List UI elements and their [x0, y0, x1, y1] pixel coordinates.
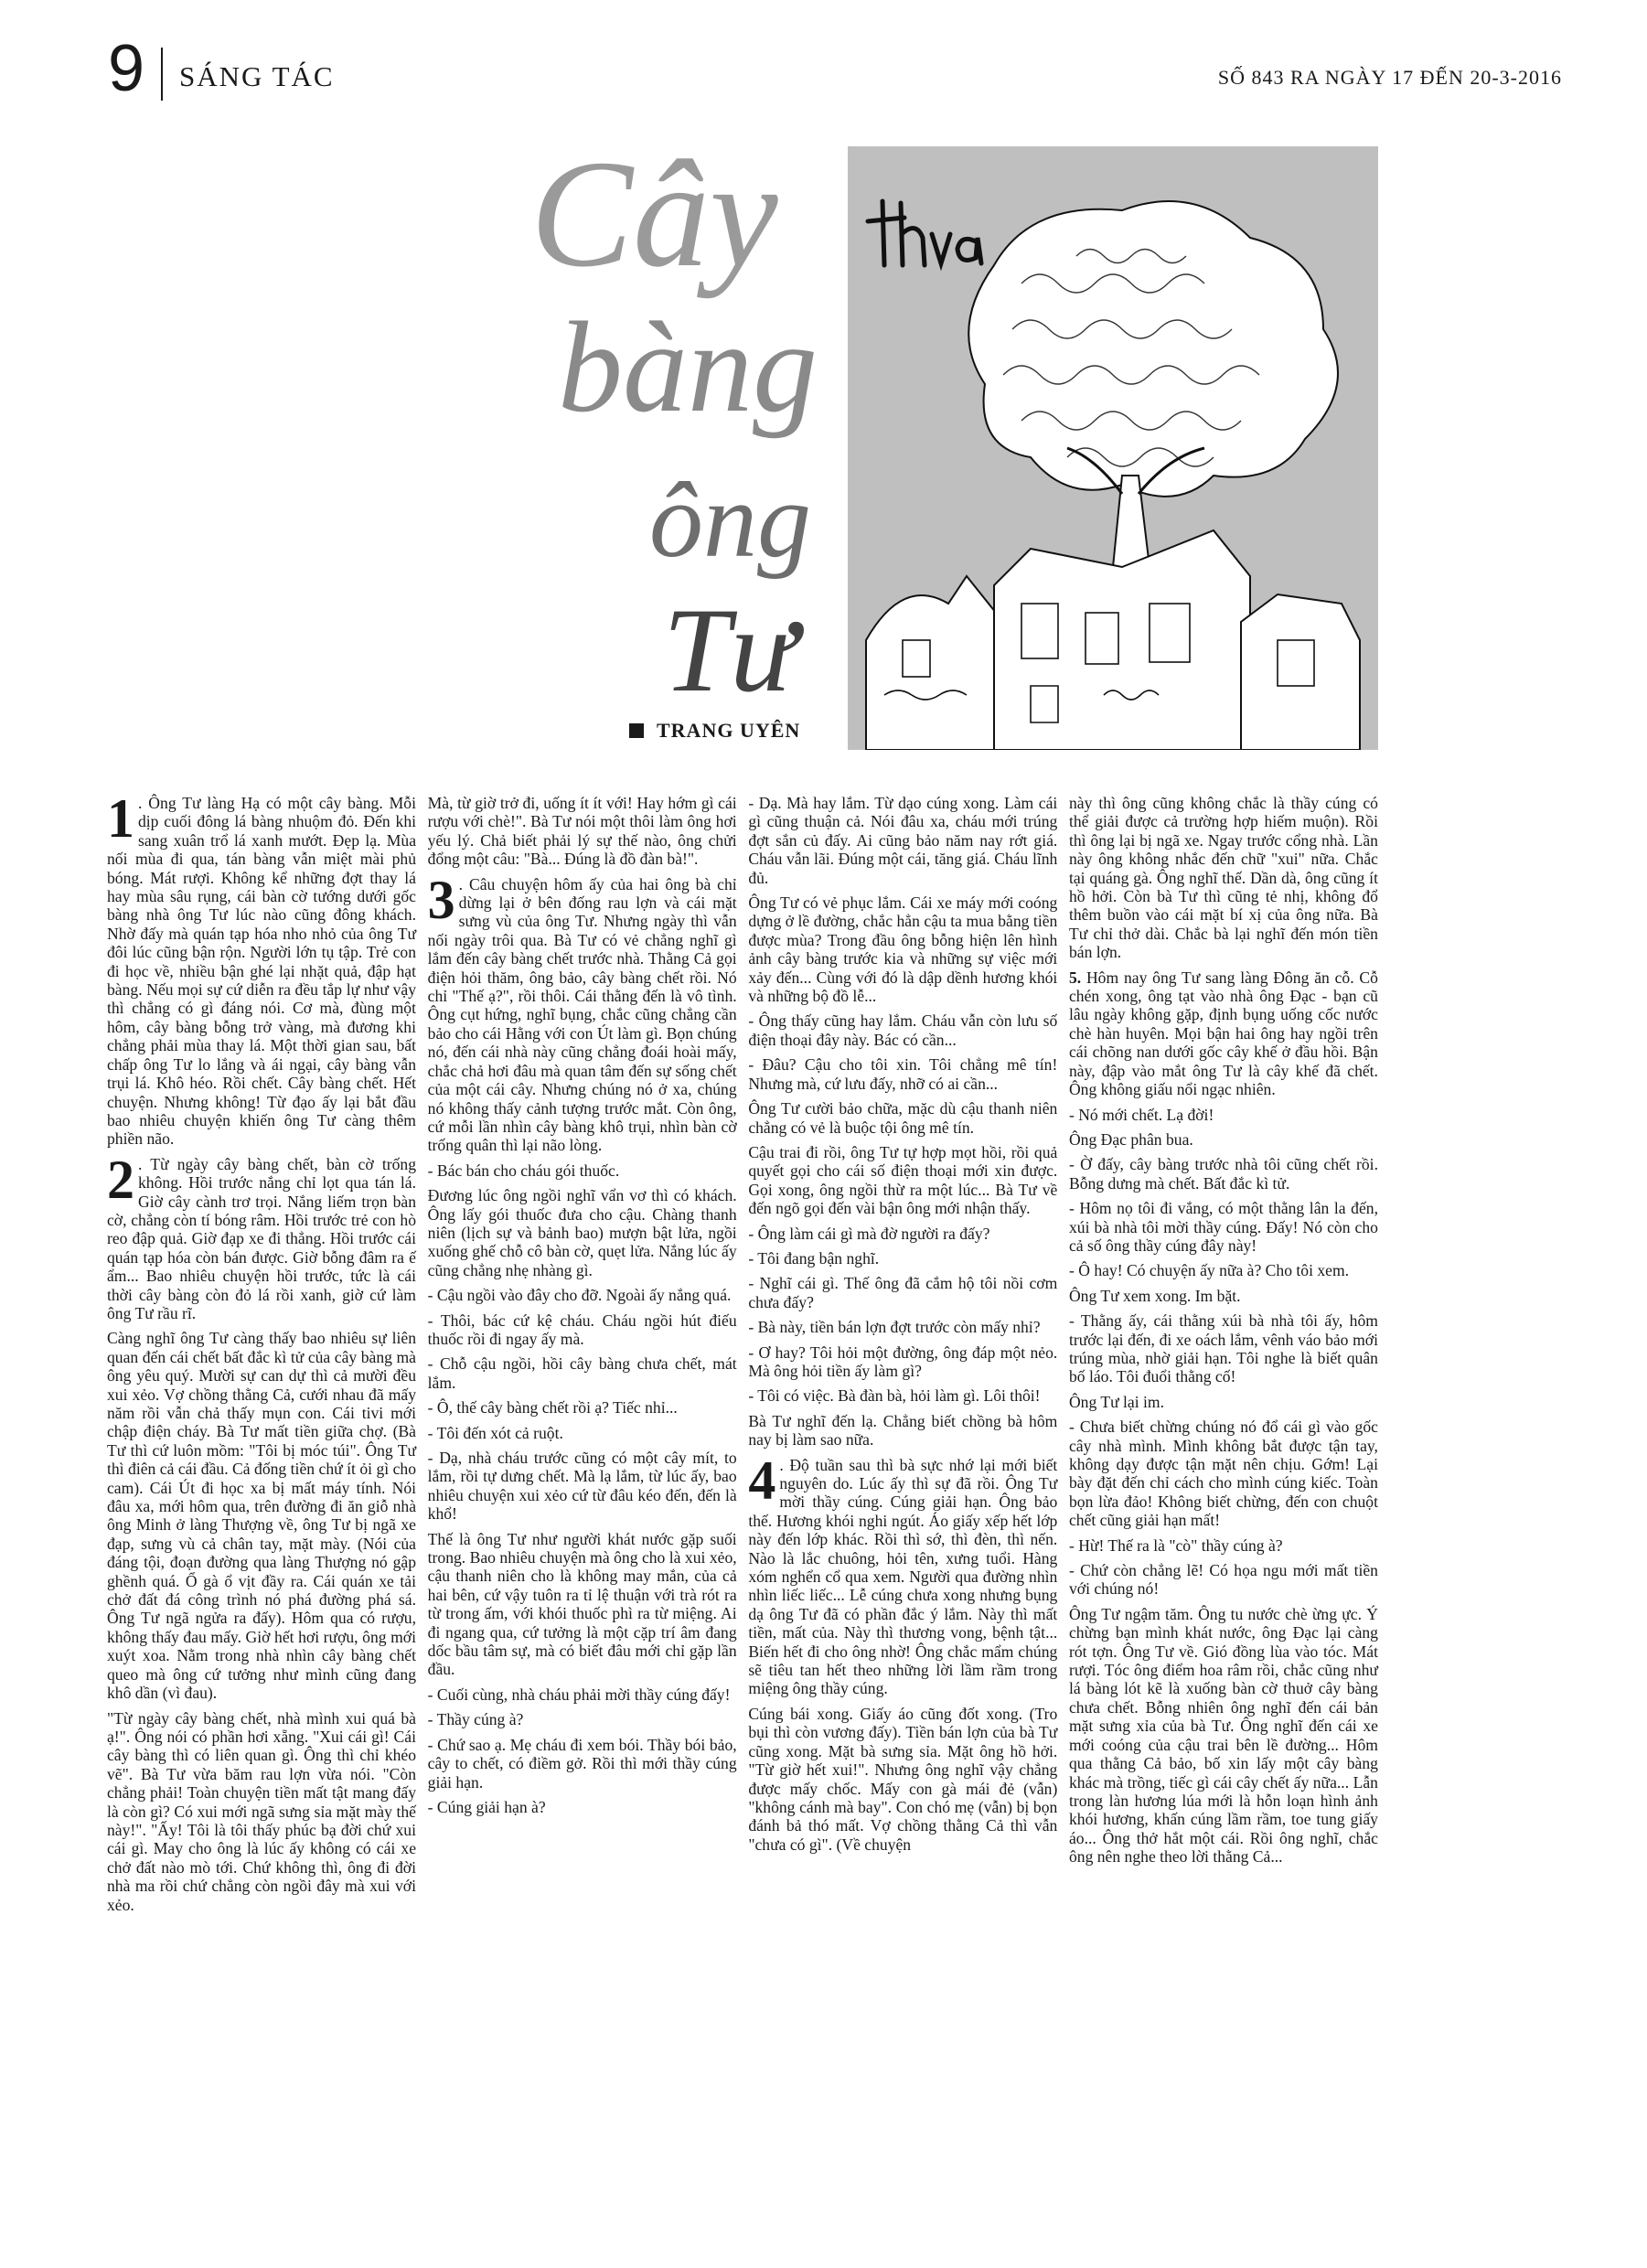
paragraph-text: này thì ông cũng không chắc là thầy cúng có thể giải được cả trường hợp hiếm muộn). Rồi thì ông lại bị ngã xe. Ngay trước cổng nhà. Lần này ông không nhắc đến chữ "xui" nữa. Chắc tại quáng gà. Ông nghĩ thế. Dần dà, ông cũng ít hồ hởi. Còn bà Tư thì cũng tẻ nhị, không đổ thêm buồn vào cái mặt bí xị của ông nữa. Bà Tư chỉ thở dài. Chắc bà lại nghĩ đến món tiền bán lợn.	[1068, 794, 1378, 962]
paragraph	[748, 1011, 1057, 1049]
paragraph-text: - Dạ, nhà cháu trước cũng có một cây mít, to lắm, rồi tự dưng chết. Mà lạ lắm, từ lúc ấy, bao nhiêu chuyện xui xẻo cứ từ đâu kéo đến, đến là khổ!	[427, 1449, 737, 1524]
paragraph-text: "Từ ngày cây bàng chết, nhà mình xui quá bà ạ!". Ông nói có phần hơi xẵng. "Xui cái gì! Cái cây bàng thì có liên quan gì. Ông thì chỉ khéo vẽ". Bà Tư vừa băm rau lợn vừa nói. "Còn chẳng phải! Toàn chuyện tiền mất tật mang đấy là còn gì? Có xui mới ngã sưng sỉa mặt mày thế này!". "Ấy! Tôi là tôi thấy phúc bạ đời chứ xui cái gì. May cho ông là lúc ấy không có cái xe chở đất nào mò tới. Chứ không thì, ông đi đời nhà ma rồi chứ chẳng còn ngồi đây mà xui với xẻo.	[107, 1708, 416, 1914]
text-column	[428, 794, 737, 2202]
paragraph	[428, 1710, 737, 1728]
title-line: Tư	[663, 583, 797, 717]
paragraph	[748, 1386, 1057, 1405]
paragraph	[428, 1736, 737, 1792]
paragraph-text: Cúng bái xong. Giấy áo cũng đốt xong. (Tro bụi thì còn vương đấy). Tiền bán lợn của bà Tư cũng xong. Mặt bà sưng sỉa. Mặt ông hồ hởi. "Từ giờ hết xui!". Nhưng ông nghĩ vậy chẳng được mấy chốc. Mấy con gà mái đẻ (vẫn) "không cánh mà bay". Con chó mẹ (vẫn) bị bọn đánh bả thó mất. Vợ chồng thằng Cả thì vẫn "chưa có gì". (Về chuyện	[748, 1704, 1058, 1854]
paragraph-text: Mà, từ giờ trở đi, uống ít ít với! Hay hớm gì cái rượu với chè!". Bà Tư nói một thôi làm ông hơi yếu lý. Chả biết phải lý sự thế nào, ông chửi đổng một câu: "Bà... Đúng là đồ đàn bà!".	[427, 794, 737, 869]
paragraph-text: . Câu chuyện hôm ấy của hai ông bà chỉ dừng lại ở bên đống rau lợn và cái mặt sưng vù của ông Tư. Nhưng ngày thì vẫn nối ngày trôi qua. Bà Tư có vẻ chẳng nghĩ gì lắm đến cây bàng chết trước nhà. Thằng Cả gọi điện hỏi thăm, ông bảo, cây bàng chết rồi. Nó chỉ "Thế ạ?", rồi thôi. Cái thằng đến là vô tình. Ông cụt hứng, nghĩ bụng, chắc cũng chẳng cần bảo cho cái Hằng với con Út làm gì. Bọn chúng nó, đến cái nhà này cũng chẳng đoái hoài mấy, chắc chả hơi đâu mà quan tâm đến sự sống chết của một cái cây. Nhưng chúng nó ở xa, chúng nó không thấy cảnh tượng trước mắt. Còn ông, cứ mỗi lần nhìn cây bàng khô trụi, nhìn bàn cờ trống quân thì lại não lòng.	[427, 874, 737, 1155]
issue-info: SỐ 843 RA NGÀY 17 ĐẾN 20-3-2016	[1217, 66, 1562, 89]
square-bullet-icon	[629, 723, 644, 738]
section-title: SÁNG TÁC	[179, 60, 335, 92]
paragraph-text: - Ông làm cái gì mà đờ người ra đấy?	[748, 1224, 990, 1243]
paragraph	[748, 1705, 1057, 1854]
title-line: ông	[649, 460, 811, 580]
paragraph-text: - Chỗ cậu ngồi, hồi cây bàng chưa chết, mát lắm.	[427, 1354, 737, 1392]
paragraph	[1069, 1561, 1378, 1599]
page-number: 9	[108, 32, 145, 105]
paragraph	[428, 1530, 737, 1679]
paragraph	[428, 1424, 737, 1442]
paragraph-text: . Từ ngày cây bàng chết, bàn cờ trống không. Hồi trước nắng chỉ lọt qua tán lá. Giờ cây cành trơ trọi. Nắng liếm trọn bàn cờ, chẳng còn tí bóng râm. Hồi trước trẻ con hò reo đập quả. Giờ đạp xe đi thẳng. Hồi trước cái quán tạp hóa còn bán được. Giờ bỗng đâm ra ế ẩm... Bao nhiêu chuyện hồi trước, tức là cái thời cây bàng còn đỏ lá rồi xanh, giờ cứ làm ông Tư rầu rĩ.	[107, 1154, 416, 1322]
paragraph-text: . Ông Tư làng Hạ có một cây bàng. Mỗi dịp cuối đông lá bàng nhuộm đỏ. Đến khi sang xuân trổ lá xanh mướt. Đẹp lạ. Mùa nối mùa đi qua, tán bàng vẫn miệt mài phủ bóng. Mát rượi. Không kể những đợt thay lá hay mùa sâu rụng, cái bàn cờ tướng dưới gốc bàng nhà ông Tư lúc nào cũng đông khách. Nhờ đấy mà quán tạp hóa nho nhỏ của ông Tư đôi lúc cũng bận rộn. Người lớn tụ tập. Trẻ con đi học về, nhiều bận ghé lại nhặt quả, đập hạt bàng. Nếu mọi sự cứ diễn ra đều tắp lự như vậy thì chẳng có gì đáng nói. Cơ mà, đùng một hôm, cây bàng bỗng trở vàng, mà đương khi chẳng phải mùa thay lá. Một thời gian sau, bất chấp ông Tư lo lắng và ái ngại, cây bàng vẫn trụi lá. Khô héo. Rồi chết. Cây bàng chết. Hết chuyện. Nhưng không! Từ đạo ấy lại bắt đầu bao nhiêu chuyện khiến ông Tư càng thêm phiền não.	[107, 794, 416, 1149]
paragraph-text: - Chứ còn chẳng lẽ! Có họa ngu mới mất tiền với chúng nó!	[1068, 1561, 1378, 1599]
paragraph-text: - Cúng giải hạn à?	[427, 1797, 546, 1816]
paragraph	[428, 794, 737, 869]
author-name: TRANG UYÊN	[657, 719, 801, 742]
paragraph-text: - Tôi đang bận nghĩ.	[748, 1248, 880, 1268]
paragraph-text: - Chưa biết chừng chúng nó đổ cái gì vào gốc cây nhà mình. Mình không bắt được tận tay, không dạy được tận mặt nên chịu. Gớm! Lại bày đặt đến chỉ cách cho mình cúng kiếc. Toàn bọn lừa đảo! Không biết chừng, đến con chuột chết cũng giải hạn mất!	[1068, 1418, 1378, 1530]
paragraph-text: Thế là ông Tư như người khát nước gặp suối trong. Bao nhiêu chuyện mà ông cho là xui xẻo, cậu thanh niên cho là không may mắn, của cả hai bên, cứ vậy tuôn ra tỉ lệ thuận với trà rót ra từ trong ấm, với khói thuốc phì ra từ miệng. Ai đi ngang qua, cứ tưởng là một cặp trí âm đang dốc bầu tâm sự, mà có biết đâu mới chỉ gặp lần đầu.	[427, 1529, 737, 1679]
paragraph	[748, 1318, 1057, 1336]
paragraph	[428, 1685, 737, 1704]
paragraph	[1069, 1418, 1378, 1529]
header-divider	[161, 48, 163, 101]
paragraph	[428, 1798, 737, 1816]
paragraph-text: Hôm nay ông Tư sang làng Đông ăn cỗ. Cỗ chén xong, ông tạt vào nhà ông Đạc - bạn cũ lâu ngày không gặp, định bụng uống cốc nước chè hàn huyên. Mọi bận hai ông hay ngồi trên cái chõng nan dưới gốc cây khế ở đầu hồi. Bận này, đập vào mắt ông Tư là cây khế đã chết. Ông không giấu nổi ngạc nhiên.	[1068, 968, 1378, 1099]
paragraph	[1069, 968, 1378, 1099]
paragraph-text: - Ờ đấy, cây bàng trước nhà tôi cũng chết rồi. Bỗng dưng mà chết. Bất đắc kì tử.	[1068, 1155, 1378, 1193]
paragraph-text: Bà Tư nghĩ đến lạ. Chẳng biết chồng bà hôm nay bị làm sao nữa.	[748, 1411, 1058, 1450]
paragraph-text: Ông Tư có vẻ phục lắm. Cái xe máy mới coóng dựng ở lề đường, chắc hẳn cậu ta mua bằng tiền được mùa? Trong đầu ông bỗng hiện lên hình ảnh cây bàng trước kia và những sự việc mới xảy đến... Cùng với đó là dập dềnh hương khói và những bộ đồ lễ...	[748, 893, 1058, 1006]
paragraph	[428, 1161, 737, 1180]
paragraph	[748, 1099, 1057, 1137]
paragraph-text: - Cậu ngồi vào đây cho đỡ. Ngoài ấy nắng quá.	[427, 1286, 732, 1305]
text-column	[107, 788, 416, 2202]
text-column	[1069, 794, 1378, 2202]
paragraph	[748, 1143, 1057, 1218]
drop-cap-number: 3	[427, 869, 455, 930]
paragraph	[107, 1329, 416, 1702]
paragraph-text: Ông Tư ngậm tăm. Ông tu nước chè ừng ực. Ý chừng bạn mình khát nước, ông Đạc lại càng rót tợn. Ông Tư về. Gió đồng lùa vào tóc. Mát rượi. Tóc ông điểm hoa râm rồi, chắc cũng như lá bàng lót kẽ là xuống bàn cờ thuở cây bàng chưa chết. Bỗng nhiên ông nghĩ đến cái bản mặt sưng xỉa của bà Tư. Ông nghĩ đến cái xe mới coóng của cậu trai bên lề đường... Hôm qua thằng Cả bảo, bố xin lấy một cây bàng khác mà trồng, tiếc gì cái cây chết ấy nữa... Lẫn trong làn hương lúa mới là hỗn loạn hình ảnh khói hương, khấn cúng lầm rầm, toe tung giấy áo... Ông thở hắt một cái. Rồi ông nghĩ, chắc ông nên nghe theo lời thằng Cả...	[1068, 1604, 1378, 1867]
drop-cap-number: 1	[107, 788, 134, 849]
paragraph	[748, 1343, 1057, 1381]
paragraph-text: Ông Tư lại im.	[1068, 1392, 1164, 1411]
paragraph-text: Cậu trai đi rồi, ông Tư tự hợp mọt hồi, rồi quả quyết gọi cho cái số điện thoại mới xin được. Gọi xong, ông ngồi thừ ra một lúc... Bà Tư về đến ngõ gọi đến vài bận ông mới nhận thấy.	[748, 1142, 1058, 1218]
paragraph	[428, 1286, 737, 1304]
paragraph	[428, 1449, 737, 1524]
paragraph	[428, 1354, 737, 1392]
paragraph	[748, 794, 1057, 887]
paragraph-text: - Đâu? Cậu cho tôi xin. Tôi chẳng mê tín! Nhưng mà, cứ lưu đấy, nhỡ có ai cần...	[748, 1055, 1058, 1093]
title-line: Cây	[530, 129, 778, 299]
paragraph-text: Ông Đạc phân bua.	[1068, 1129, 1193, 1149]
text-column	[748, 794, 1057, 2202]
paragraph-text: - Thằng ấy, cái thằng xúi bà nhà tôi ấy, hôm trước lại đến, đi xe oách lắm, vênh váo bảo mới trúng mùa, nhờ giải hạn. Tôi nghe là biết quân bố láo. Tôi đuổi thằng cố!	[1068, 1311, 1378, 1386]
paragraph-text: - Bà này, tiền bán lợn đợt trước còn mấy nhỉ?	[748, 1318, 1041, 1337]
paragraph-text: - Thầy cúng à?	[427, 1710, 524, 1729]
paragraph-text: - Ô hay! Có chuyện ấy nữa à? Cho tôi xem.	[1068, 1261, 1350, 1280]
paragraph	[1069, 1393, 1378, 1411]
drop-cap-number: 2	[107, 1149, 134, 1210]
paragraph-text: - Nghĩ cái gì. Thế ông đã cắm hộ tôi nồi cơm chưa đấy?	[748, 1274, 1058, 1311]
paragraph	[1069, 1261, 1378, 1279]
paragraph	[1069, 1287, 1378, 1305]
paragraph	[748, 1274, 1057, 1311]
paragraph	[1069, 1155, 1378, 1193]
paragraph	[748, 1450, 1058, 1698]
paragraph-text: - Chứ sao ạ. Mẹ cháu đi xem bói. Thầy bói bảo, cây to chết, có điềm gở. Rồi thì mới thầy cúng giải hạn.	[427, 1735, 737, 1792]
tree-house-sketch-icon	[848, 146, 1378, 750]
paragraph-text: Ông Tư xem xong. Im bặt.	[1068, 1286, 1241, 1305]
paragraph	[748, 1055, 1057, 1093]
paragraph	[1069, 1311, 1378, 1386]
paragraph	[1069, 1106, 1378, 1124]
paragraph-text: - Tôi đến xót cả ruột.	[427, 1423, 563, 1442]
paragraph	[748, 1412, 1057, 1450]
paragraph-text: Đương lúc ông ngồi nghĩ vẩn vơ thì có khách. Ông lấy gói thuốc đưa cho cậu. Chàng thanh niên (lịch sự và bảnh bao) mượn bật lửa, ngồi xuống ghế chỗ cô bàn cờ, quẹt lửa. Nắng lúc ấy cũng chẳng nhẹ nhàng gì.	[427, 1186, 737, 1279]
paragraph-text: - Cuối cùng, nhà cháu phải mời thầy cúng đấy!	[427, 1685, 731, 1704]
paragraph	[1069, 1130, 1378, 1149]
title-line: bàng	[558, 294, 818, 439]
paragraph	[428, 1186, 737, 1279]
paragraph-text: - Thôi, bác cứ kệ cháu. Cháu ngồi hút điếu thuốc rồi đi ngay ấy mà.	[427, 1311, 737, 1348]
paragraph-text: - Hừ! Thế ra là "cò" thầy cúng à?	[1068, 1535, 1283, 1555]
paragraph	[428, 1398, 737, 1417]
paragraph	[1069, 1199, 1378, 1255]
paragraph	[748, 1249, 1057, 1268]
paragraph-text: Ông Tư cười bảo chữa, mặc dù cậu thanh niên chẳng có vẻ là buộc tội ông mê tín.	[748, 1099, 1058, 1137]
paragraph	[428, 1311, 737, 1349]
story-title	[512, 128, 823, 722]
paragraph-text: - Ơ hay? Tôi hỏi một đường, ông đáp một nẻo. Mà ông hỏi tiền ấy làm gì?	[748, 1343, 1058, 1380]
paragraph-text: - Hôm nọ tôi đi vắng, có một thằng lân la đến, xúi bà nhà tôi mời thầy cúng. Đấy! Nó còn cho cả số ông thầy cúng đây này!	[1068, 1199, 1378, 1255]
paragraph-text: Càng nghĩ ông Tư càng thấy bao nhiêu sự liên quan đến cái chết bất đắc kì tử của cây bàng mà ông yêu quý. Mười sự can dự thì cả mười đều xui xẻo. Vợ chồng thằng Cả, cưới nhau đã mấy năm rồi vẫn chả thấy mụn con. Cái tivi mới chập điện cháy. Bà Tư mất tiền giữa chợ. (Bà Tư thì cứ luôn mồm: "Tôi bị móc túi". Ông Tư thì điên cả cái đầu. Cả đống tiền chứ ít ỏi gì cho cam). Cái Út đi học xa bị mất máy tính. Nói đâu xa, mới hôm qua, trên đường đi ăn giỗ nhà ông Minh ở làng Thượng về, ông Tư bị ngã xe đạp, sưng vù cả chân tay, mặt mày. (Nói của đáng tội, đoạn đường qua làng Thượng nó gập ghềnh quá. Ổ gà ổ vịt đầy ra. Cái quán xe tải chở đất đá công trình nó phá đường phá sá. Ông Tư ngã ngửa ra đấy). Hôm qua có rượu, không thấy đau mấy. Giờ hết hơi rượu, ông mới xuýt xoa. Nằm trong nhà nhìn cây bàng chết queo mà ông cứ tưởng như mình cũng đang khô dần (vì đau).	[107, 1329, 416, 1703]
paragraph-text: - Dạ. Mà hay lắm. Từ dạo cúng xong. Làm cái gì cũng thuận cả. Nói đâu xa, cháu mới trúng đợt sắn củ đấy. Ai cũng bảo năm nay rớt giá. Cháu vẫn lãi. Đúng một cái, tăng giá. Cháu lĩnh đủ.	[748, 794, 1058, 887]
paragraph-text: . Độ tuần sau thì bà sực nhớ lại mới biết nguyên do. Lúc ấy thì sự đã rồi. Ông Tư mời thầy cúng. Cúng giải hạn. Ông bảo thế. Hương khói nghi ngút. Áo giấy xếp hết lớp này đến lớp khác. Rồi thì sớ, thì đèn, thì nến. Nào là lắc chuông, hỏi tên, xưng tuổi. Hàng xóm nghển cổ qua xem. Người qua đường nhìn nhìn liếc liếc... Lễ cúng chưa xong nhưng bụng dạ ông Tư đã có phần đắc ý lắm. Này thì mất tiền, mất của. Này thì thương vong, bệnh tật... Biến hết đi cho ông nhờ! Ông chắc mẩm chúng sẽ tiêu tan hết theo những lời lầm rầm trong miệng ông thầy cúng.	[748, 1455, 1058, 1698]
article-body	[107, 788, 1378, 2202]
paragraph	[1069, 1536, 1378, 1555]
paragraph-text: - Ô, thế cây bàng chết rồi ạ? Tiếc nhỉ...	[427, 1398, 678, 1418]
paragraph-text: - Tôi có việc. Bà đàn bà, hỏi làm gì. Lôi thôi!	[748, 1386, 1041, 1406]
paragraph-text: - Nó mới chết. Lạ đời!	[1068, 1105, 1214, 1124]
page-header	[108, 27, 1562, 110]
paragraph	[107, 1149, 416, 1323]
section-number: 5.	[1068, 968, 1082, 987]
paragraph	[748, 1225, 1057, 1243]
paragraph	[748, 893, 1057, 1005]
paragraph	[1069, 1605, 1378, 1867]
paragraph-text: - Bác bán cho cháu gói thuốc.	[427, 1161, 620, 1180]
paragraph-text: - Ông thấy cũng hay lắm. Cháu vẫn còn lưu số điện thoại đây này. Bác có cần...	[748, 1011, 1058, 1049]
paragraph	[1069, 794, 1378, 962]
paragraph	[427, 869, 737, 1155]
byline	[629, 719, 800, 743]
paragraph	[107, 788, 416, 1149]
drop-cap-number: 4	[748, 1450, 776, 1511]
paragraph	[107, 1709, 416, 1914]
